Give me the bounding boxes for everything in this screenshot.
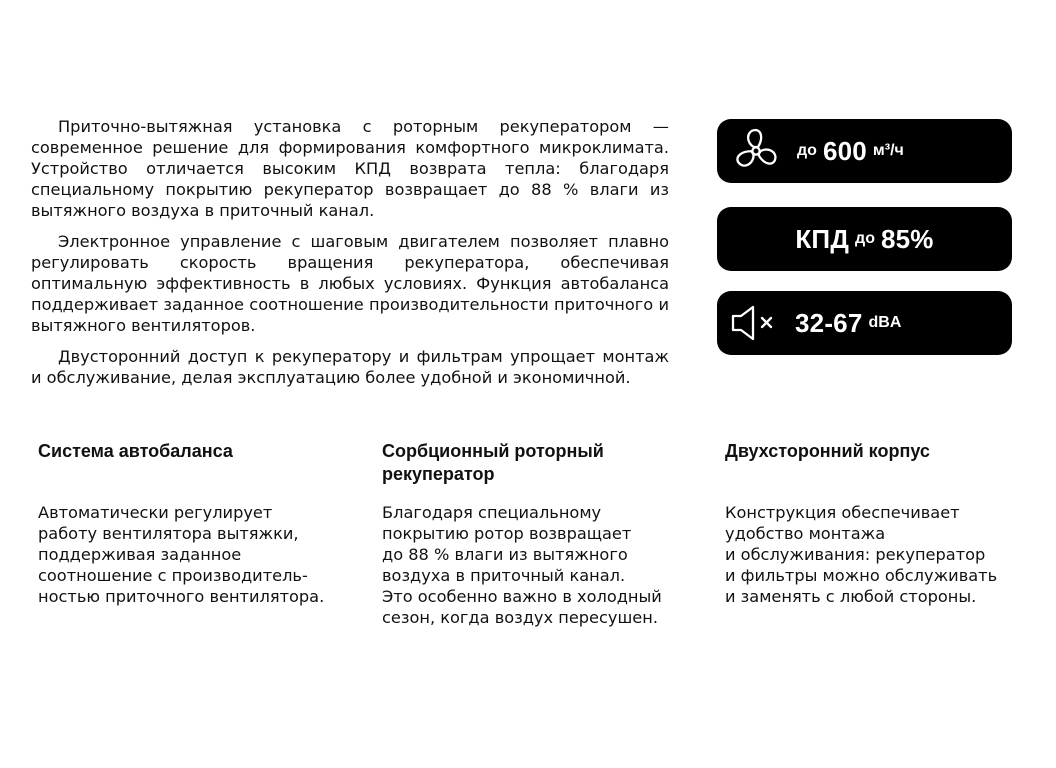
feature-text-line: до 88 % влаги из вытяжного: [382, 545, 628, 564]
intro-paragraph-2: Электронное управление с шаговым двигателем позволяет плавно регулировать скорость вращения рекуператора, обеспечивая оптимальную эффективность в любых условиях. Функция автобаланса поддерживает заданное соотношение производительности приточного и вытяжного вентиляторов.: [31, 232, 669, 335]
feature-text-line: сезон, когда воздух пересушен.: [382, 608, 658, 627]
feature-text-line: покрытию ротор возвращает: [382, 524, 632, 543]
noise-unit: dBA: [868, 314, 902, 331]
efficiency-value: 85%: [880, 223, 934, 254]
feature-title-line: Система автобаланса: [38, 441, 233, 461]
feature-text-line: ностью приточного вентилятора.: [38, 587, 325, 606]
feature-text: [38, 502, 338, 607]
feature-autobalance: [38, 440, 338, 607]
feature-text-line: и фильтры можно обслуживать: [725, 566, 998, 585]
feature-text-line: воздуха в приточный канал.: [382, 566, 626, 585]
intro-paragraph-3: Двусторонний доступ к рекуператору и фильтрам упрощает монтаж и обслуживание, делая эксплуатацию более удобной и экономичной.: [31, 347, 669, 387]
feature-text-line: соотношение с производитель-: [38, 566, 308, 585]
feature-text-line: Благодаря специальному: [382, 503, 602, 522]
feature-title: [382, 440, 682, 502]
airflow-prefix: до: [797, 142, 817, 159]
feature-text-line: поддерживая заданное: [38, 545, 242, 564]
airflow-unit: м³/ч: [872, 142, 904, 159]
feature-sorption-recuperator: [382, 440, 682, 628]
feature-text-line: работу вентилятора вытяжки,: [38, 524, 299, 543]
feature-text: [725, 502, 1025, 607]
airflow-value: 600: [822, 135, 867, 166]
feature-text-line: удобство монтажа: [725, 524, 886, 543]
feature-text-line: Конструкция обеспечивает: [725, 503, 960, 522]
intro-text: [31, 116, 669, 398]
feature-title-line: Двухсторонний корпус: [725, 441, 930, 461]
feature-text: [382, 502, 682, 628]
feature-text-line: и заменять с любой стороны.: [725, 587, 977, 606]
muted-speaker-icon: [731, 305, 775, 341]
efficiency-prefix: до: [855, 230, 875, 247]
noise-value: 32-67: [795, 307, 863, 338]
feature-title: [725, 440, 1025, 502]
efficiency-label: КПД: [795, 223, 850, 254]
feature-title-line: рекуператор: [382, 464, 495, 484]
feature-text-line: Это особенно важно в холодный: [382, 587, 662, 606]
feature-two-sided-housing: [725, 440, 1025, 607]
feature-title-line: Сорбционный роторный: [382, 441, 604, 461]
efficiency-badge: [717, 207, 1012, 271]
feature-text-line: Автоматически регулирует: [38, 503, 273, 522]
fan-icon: [731, 126, 781, 176]
airflow-badge: [717, 119, 1012, 183]
feature-title: [38, 440, 338, 502]
intro-paragraph-1: Приточно-вытяжная установка с роторным рекуператором — современное решение для формирования комфортного микроклимата. Устройство отличается высоким КПД возврата тепла: благодаря специальному покрытию рекуператор возвращает до 88 % влаги из вытяжного воздуха в приточный канал.: [31, 117, 669, 220]
feature-text-line: и обслуживания: рекуператор: [725, 545, 986, 564]
noise-badge: [717, 291, 1012, 355]
